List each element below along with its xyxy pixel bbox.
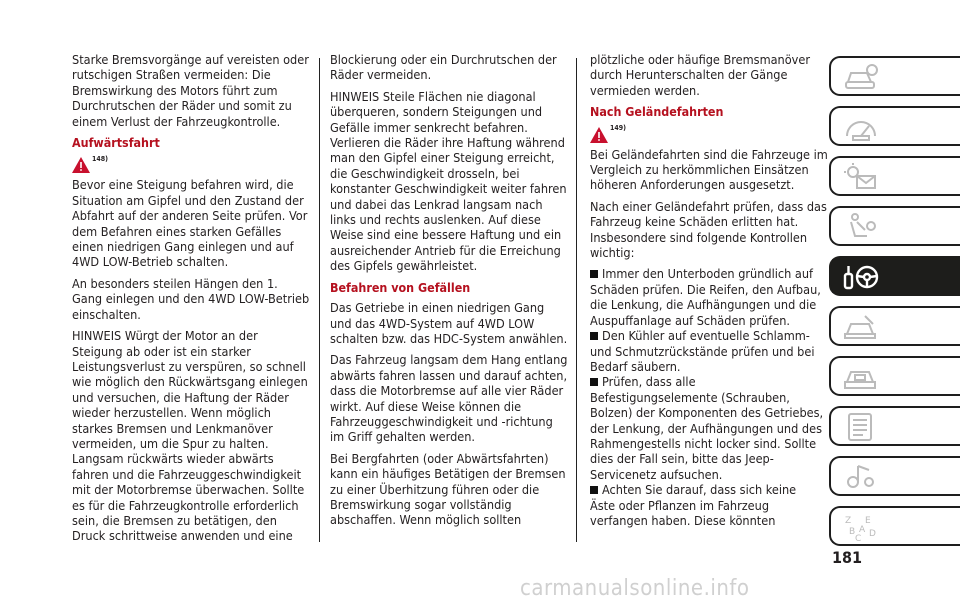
bullet-square-icon <box>590 378 598 386</box>
paragraph: Blockierung oder ein Durchrutschen der Räder vermeiden. <box>330 52 557 83</box>
chapter-tab-instruments[interactable] <box>829 106 960 146</box>
section-heading-after-offroad: Nach Geländefahrten <box>590 104 724 120</box>
seat-safety-icon <box>843 212 879 242</box>
emergency-icon <box>843 312 879 342</box>
text-column-1 <box>72 52 310 550</box>
paragraph: plötzliche oder häufige Bremsmanöver durch Herunterschalten der Gänge vermieden werden. <box>590 52 810 98</box>
paragraph: Bevor eine Steigung befahren wird, die Situation am Gipfel und den Zustand der Abfahrt auf der anderen Seite prüfen. Vor dem Befahren eines starken Gefälles einen niedrigen Gang einlegen und auf 4WD LOW-Betrieb schalten. <box>72 177 308 270</box>
bullet-text: Schäden prüfen. Die Reifen, den Aufbau, die Lenkung, die Aufhängungen und die Auspuffanlage auf Schäden prüfen. <box>590 281 821 328</box>
svg-text:Z: Z <box>845 516 852 526</box>
chapter-tab-starting-driving[interactable] <box>829 256 960 296</box>
paragraph: An besonders steilen Hängen den 1. Gang einlegen und den 4WD LOW-Betrieb einschalten. <box>72 275 310 322</box>
column-divider <box>576 58 577 542</box>
paragraph: Das Fahrzeug langsam dem Hang entlang abwärts fahren lassen und darauf achten, dass die Motorbremse auf alle vier Räder wirkt. Auf diese Weise können die Fahrzeuggeschwindigkeit und -richtung im Griff gehalten werden. <box>330 352 568 445</box>
paragraph: Das Getriebe in einen niedrigen Gang und das 4WD-System auf 4WD LOW schalten bzw. das HDC-System anwählen. <box>330 300 568 346</box>
index-icon <box>843 512 879 542</box>
bullet-text: Achten Sie darauf, dass sich keine <box>602 482 797 498</box>
warning-lights-icon <box>843 162 879 192</box>
bullet-text: Äste oder Pflanzen im Fahrzeug verfangen haben. Diese könnten <box>590 497 776 528</box>
bullet-item <box>590 374 828 482</box>
svg-text:B: B <box>849 527 856 537</box>
bullet-item <box>590 328 828 374</box>
text-column-2 <box>330 52 568 534</box>
section-heading-downhill: Befahren von Gefällen <box>330 279 471 295</box>
warning-triangle-icon <box>590 127 608 143</box>
watermark: carmanualsonline.info <box>520 576 750 601</box>
bullet-text: Immer den Unterboden gründlich auf <box>602 266 814 282</box>
maintenance-icon <box>843 362 879 392</box>
note-paragraph: HINWEIS Würgt der Motor an der Steigung ab oder ist ein starker Leistungsverlust zu verspüren, so schnell wie möglich den Rückwärtsgang einlegen und versuchen, die Haftung der Räder wieder herzustellen. Wenn möglich starkes Bremsen und Lenkmanöver vermeiden, um die Spur zu halten. Langsam rückwärts wieder abwärts fahren und die Fahrzeuggeschwindigkeit mit der Motorbremse überwachen. Sollte es für die Fahrzeugkontrolle erforderlich sein, die Bremsen zu betätigen, den Druck schrittweise anwenden und eine <box>72 328 308 544</box>
bullet-item <box>590 482 828 528</box>
text-column-3 <box>590 52 828 528</box>
svg-text:D: D <box>869 529 876 539</box>
chapter-tab-maintenance[interactable] <box>829 356 960 396</box>
bullet-square-icon <box>590 270 598 278</box>
bullet-square-icon <box>590 332 598 340</box>
bullet-text: Befestigungselemente (Schrauben, Bolzen) der Komponenten des Getriebes, der Lenkung, der Aufhängungen und des Rahmengestells nicht locker sind. Sollte dies der Fall sein, bitte das Jeep-Servicenetz aufsuchen. <box>590 389 824 482</box>
dashboard-gauge-icon <box>843 112 879 142</box>
chapter-tab-index[interactable] <box>829 506 960 546</box>
bullet-square-icon <box>590 486 598 494</box>
page-number: 181 <box>832 548 863 567</box>
paragraph: Nach einer Geländefahrt prüfen, dass das Fahrzeug keine Schäden erlitten hat. Insbesondere sind folgende Kontrollen wichtig: <box>590 198 827 261</box>
bullet-text: Den Kühler auf eventuelle Schlamm- <box>602 328 810 344</box>
warning-reference <box>590 125 828 143</box>
bullet-text: und Schmutzrückstände prüfen und bei Bedarf säubern. <box>590 343 815 374</box>
bullet-text: Prüfen, dass alle <box>602 374 696 390</box>
chapter-tab-emergency[interactable] <box>829 306 960 346</box>
technical-data-icon <box>843 412 879 442</box>
chapter-tab-multimedia[interactable] <box>829 456 960 496</box>
paragraph: Bei Bergfahrten (oder Abwärtsfahrten) kann ein häufiges Betätigen der Bremsen zu einer Überhitzung führen oder die Bremswirkung sogar vollständig abschaffen. Wenn möglich sollten <box>330 450 566 528</box>
chapter-tab-warning-lights[interactable] <box>829 156 960 196</box>
warning-number: 148) <box>92 155 109 164</box>
chapter-tab-vehicle[interactable] <box>829 56 960 96</box>
section-heading-uphill: Aufwärtsfahrt <box>72 135 160 151</box>
car-info-icon <box>843 62 879 92</box>
chapter-tab-safety[interactable] <box>829 206 960 246</box>
paragraph: Bei Geländefahrten sind die Fahrzeuge im Vergleich zu herkömmlichen Einsätzen höheren Anforderungen ausgesetzt. <box>590 146 828 193</box>
warning-triangle-icon <box>72 157 90 173</box>
note-paragraph: HINWEIS Steile Flächen nie diagonal überqueren, sondern Steigungen und Gefälle immer senkrecht befahren. Verlieren die Räder ihre Haftung während man den Gipfel einer Steigung erreicht, die Geschwindigkeit drosseln, bei konstanter Geschwindigkeit weiter fahren und dabei das Lenkrad langsam nach links und rechts auslenken. Auf diese Weise sind eine bessere Haftung und ein ausreichender Antrieb für die Erreichung des Gipfels gewährleistet. <box>330 88 567 274</box>
column-divider <box>319 58 320 542</box>
starting-driving-icon <box>843 262 879 292</box>
multimedia-icon <box>843 462 879 492</box>
paragraph: Starke Bremsvorgänge auf vereisten oder rutschigen Straßen vermeiden: Die Bremswirkung des Motors führt zum Durchrutschen der Räder und somit zu einem Verlust der Fahrzeugkontrolle. <box>72 52 309 129</box>
warning-number: 149) <box>610 124 627 133</box>
warning-reference <box>72 155 310 173</box>
chapter-tab-technical-data[interactable] <box>829 406 960 446</box>
svg-text:E: E <box>865 516 871 526</box>
svg-text:C: C <box>855 534 862 542</box>
bullet-item <box>590 266 828 328</box>
svg-text:A: A <box>859 525 866 535</box>
